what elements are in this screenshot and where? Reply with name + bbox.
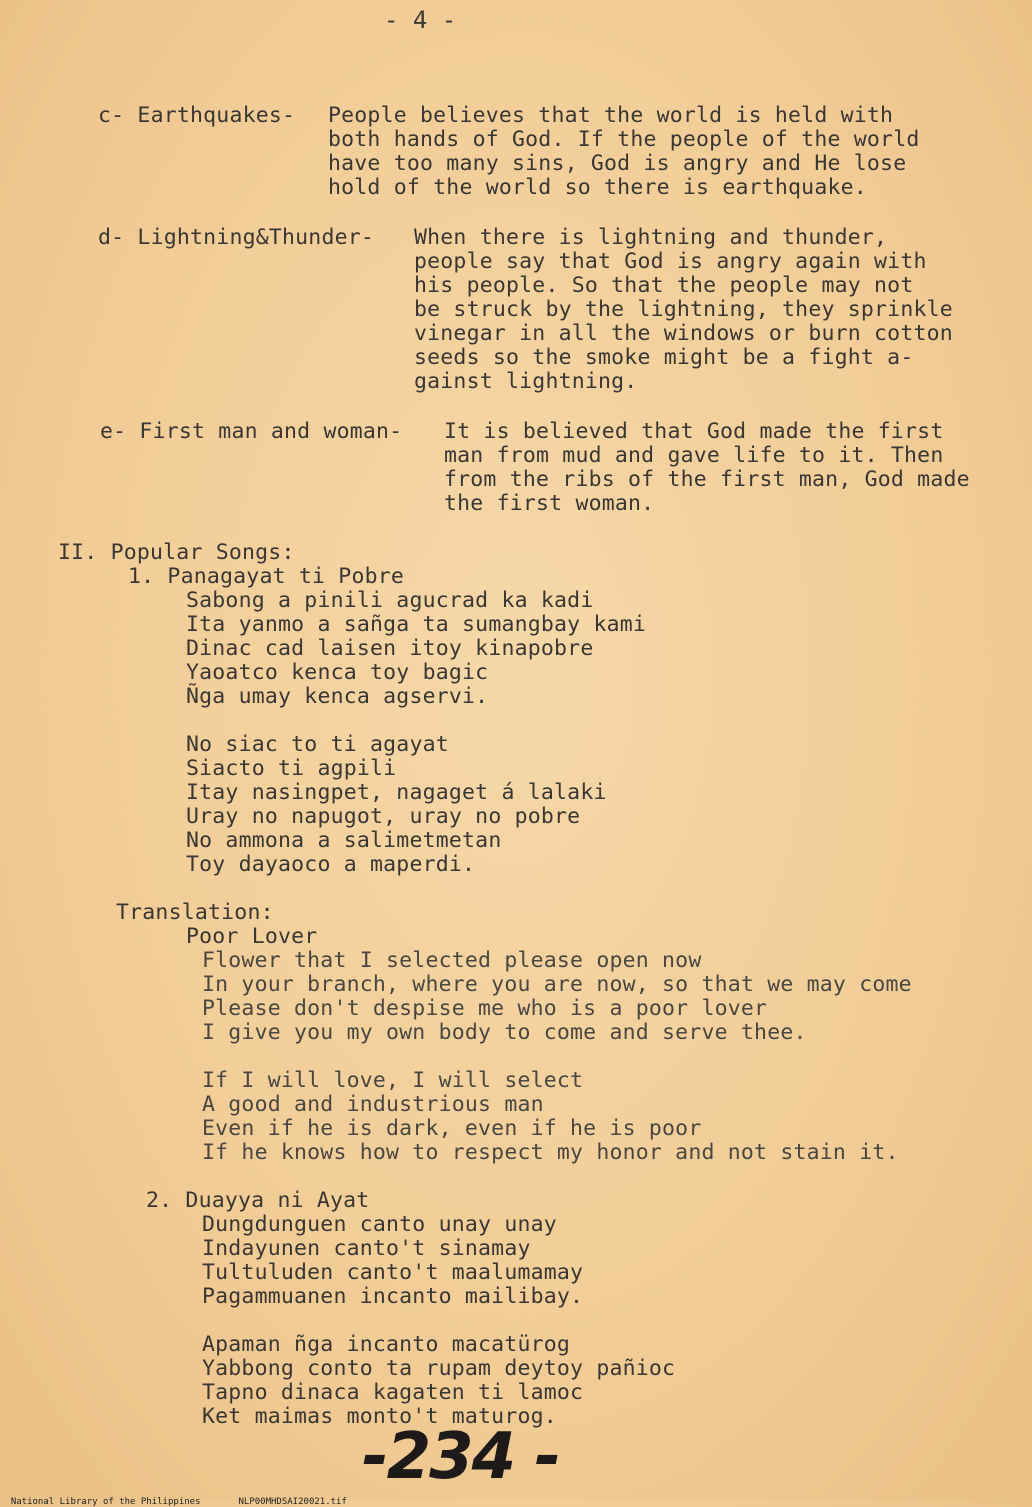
translation-line: If he knows how to respect my honor and not stain it. <box>202 1140 899 1165</box>
lightning-label: d- Lightning&Thunder- <box>98 225 375 250</box>
song1-title: 1. Panagayat ti Pobre <box>128 564 405 589</box>
song1-line: Ita yanmo a sañga ta sumangbay kami <box>186 612 647 637</box>
lightning-line: When there is lightning and thunder, <box>414 225 888 250</box>
song2-line: Tultuluden canto't maalumamay <box>202 1260 584 1285</box>
song2-line: Pagammuanen incanto mailibay. <box>202 1284 584 1309</box>
lightning-line: his people. So that the people may not <box>414 273 914 298</box>
first-man-line: from the ribs of the first man, God made <box>444 467 970 492</box>
first-man-line: man from mud and gave life to it. Then <box>444 443 944 468</box>
song1-line: Siacto ti agpili <box>186 756 397 781</box>
song2-line: Indayunen canto't sinamay <box>202 1236 531 1261</box>
translation-heading: Translation: <box>116 900 274 925</box>
song1-line: No ammona a salimetmetan <box>186 828 502 853</box>
translation-line: Please don't despise me who is a poor lover <box>202 996 768 1021</box>
first-man-label: e- First man and woman- <box>100 419 403 444</box>
translation-line: Flower that I selected please open now <box>202 948 702 973</box>
song2-line: Dungdunguen canto unay unay <box>202 1212 557 1237</box>
footer-library: National Library of the Philippines <box>10 1497 201 1507</box>
lightning-line: be struck by the lightning, they sprinkle <box>414 297 953 322</box>
earthquakes-line: both hands of God. If the people of the world <box>328 127 920 152</box>
translation-line: If I will love, I will select <box>202 1068 584 1093</box>
song1-line: Itay nasingpet, nagaget á lalaki <box>186 780 607 805</box>
footer-file: NLP00MHDSAI20021.tif <box>238 1497 347 1507</box>
song2-line: Yabbong conto ta rupam deytoy pañioc <box>202 1356 676 1381</box>
translation-line: In your branch, where you are now, so that we may come <box>202 972 912 997</box>
song2-line: Ket maimas monto't maturog. <box>202 1404 557 1429</box>
first-man-line: the first woman. <box>444 491 655 516</box>
page-number: - 4 - <box>384 6 457 34</box>
translation-line: Even if he is dark, even if he is poor <box>202 1116 702 1141</box>
earthquakes-line: have too many sins, God is angry and He lose <box>328 151 907 176</box>
footer <box>0 1487 385 1507</box>
lightning-line: people say that God is angry again with <box>414 249 927 274</box>
lightning-line: gainst lightning. <box>414 369 638 394</box>
song1-line: Dinac cad laisen itoy kinapobre <box>186 636 594 661</box>
song1-line: No siac to ti agayat <box>186 732 449 757</box>
translation-line: I give you my own body to come and serve thee. <box>202 1020 807 1045</box>
earthquakes-line: People believes that the world is held with <box>328 103 894 128</box>
song2-line: Apaman ñga incanto macatürog <box>202 1332 571 1357</box>
lightning-line: seeds so the smoke might be a fight a- <box>414 345 914 370</box>
song1-line: Toy dayaoco a maperdi. <box>186 852 476 877</box>
earthquakes-label: c- Earthquakes- <box>98 103 296 128</box>
song1-line: Uray no napugot, uray no pobre <box>186 804 581 829</box>
earthquakes-line: hold of the world so there is earthquake. <box>328 175 867 200</box>
song2-line: Tapno dinaca kagaten ti lamoc <box>202 1380 584 1405</box>
translation-line: A good and industrious man <box>202 1092 544 1117</box>
song1-line: Sabong a pinili agucrad ka kadi <box>186 588 594 613</box>
song1-line: Ñga umay kenca agservi. <box>186 684 489 709</box>
song2-title: 2. Duayya ni Ayat <box>146 1188 370 1213</box>
first-man-line: It is believed that God made the first <box>444 419 944 444</box>
lightning-line: vinegar in all the windows or burn cotton <box>414 321 953 346</box>
stamped-page-number: -234 - <box>362 1420 559 1494</box>
translation-title: Poor Lover <box>186 924 318 949</box>
song1-line: Yaoatco kenca toy bagic <box>186 660 489 685</box>
songs-heading: II. Popular Songs: <box>58 540 295 565</box>
